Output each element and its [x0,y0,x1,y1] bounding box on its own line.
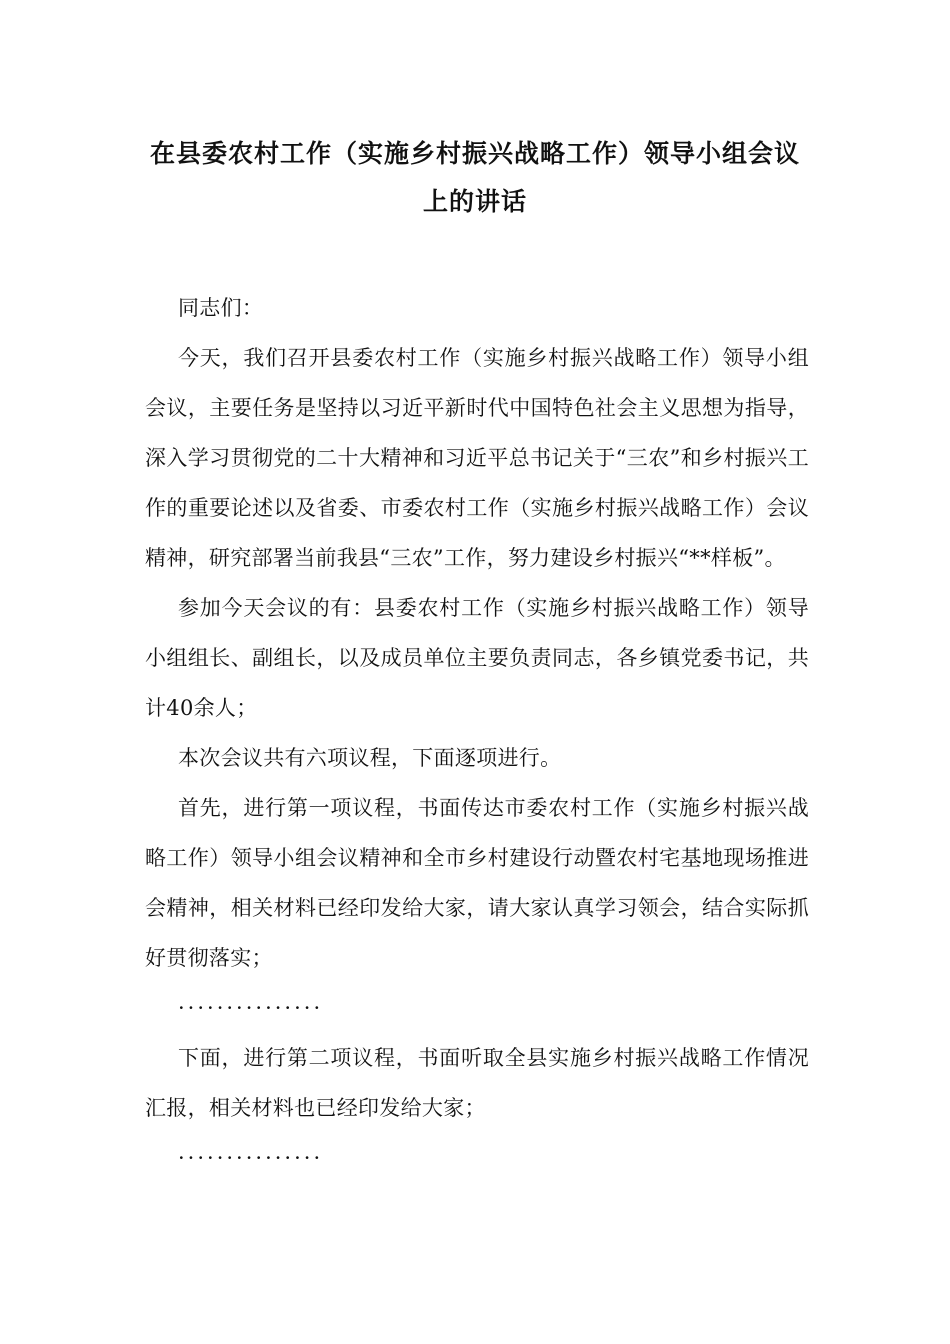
document-body [145,283,809,1183]
document-title-line-2: 上的讲话 [422,187,527,216]
paragraph-opening: 今天，我们召开县委农村工作（实施乡村振兴战略工作）领导小组会议，主要任务是坚持以习近平新时代中国特色社会主义思想为指导，深入学习贯彻党的二十大精神和习近平总书记关于“三农”和乡村振兴工作的重要论述以及省委、市委农村工作（实施乡村振兴战略工作）会议精神，研究部署当前我县“三农”工作，努力建设乡村振兴“**样板”。 [145,346,809,570]
salutation: 同志们： [178,296,264,320]
ellipsis-separator: ··············· [178,1146,324,1170]
document-title-line-1: 在县委农村工作（实施乡村振兴战略工作）领导小组会议 [149,139,800,168]
paragraph-attendees: 参加今天会议的有：县委农村工作（实施乡村振兴战略工作）领导小组组长、副组长，以及成员单位主要负责同志，各乡镇党委书记，共计40余人； [145,596,809,720]
paragraph-agenda-item-2: 下面，进行第二项议程，书面听取全县实施乡村振兴战略工作情况汇报，相关材料也已经印发给大家； [145,1046,809,1120]
ellipsis-separator: ··············· [178,996,324,1020]
paragraph-agenda-item-1: 首先，进行第一项议程，书面传达市委农村工作（实施乡村振兴战略工作）领导小组会议精神和全市乡村建设行动暨农村宅基地现场推进会精神，相关材料已经印发给大家，请大家认真学习领会，结合实际抓好贯彻落实； [145,796,809,970]
paragraph-agenda: 本次会议共有六项议程，下面逐项进行。 [178,746,562,770]
